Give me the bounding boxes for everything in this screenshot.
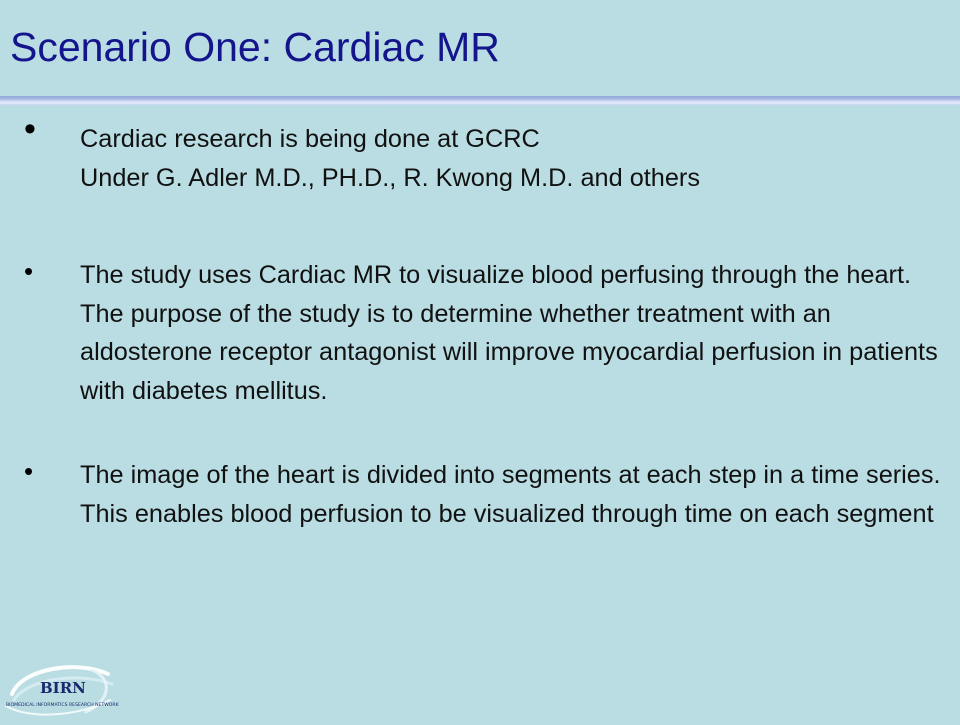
bullet-subtext: Under G. Adler M.D., PH.D., R. Kwong M.D. and others xyxy=(80,164,700,192)
bullet-marker: • xyxy=(24,110,36,148)
slide-title: Scenario One: Cardiac MR xyxy=(10,24,500,70)
logo-tagline: BIOMEDICAL INFORMATICS RESEARCH NETWORK xyxy=(6,703,119,708)
logo-name: BIRN xyxy=(40,679,86,697)
birn-logo-icon xyxy=(0,660,130,720)
bullet-marker: • xyxy=(24,456,34,486)
bullet-text: The image of the heart is divided into segments at each step in a time series. This enables blood perfusion to be visualized through time on each segment xyxy=(80,461,941,528)
bullet-text: The study uses Cardiac MR to visualize blood perfusing through the heart. The purpose of the study is to determine whether treatment with an aldosterone receptor antagonist will improve myocardial perfusion in patients with diabetes mellitus. xyxy=(80,261,938,405)
bullet-marker: • xyxy=(24,256,34,286)
bullet-text: Cardiac research is being done at GCRC xyxy=(80,125,540,153)
birn-logo xyxy=(0,660,130,720)
